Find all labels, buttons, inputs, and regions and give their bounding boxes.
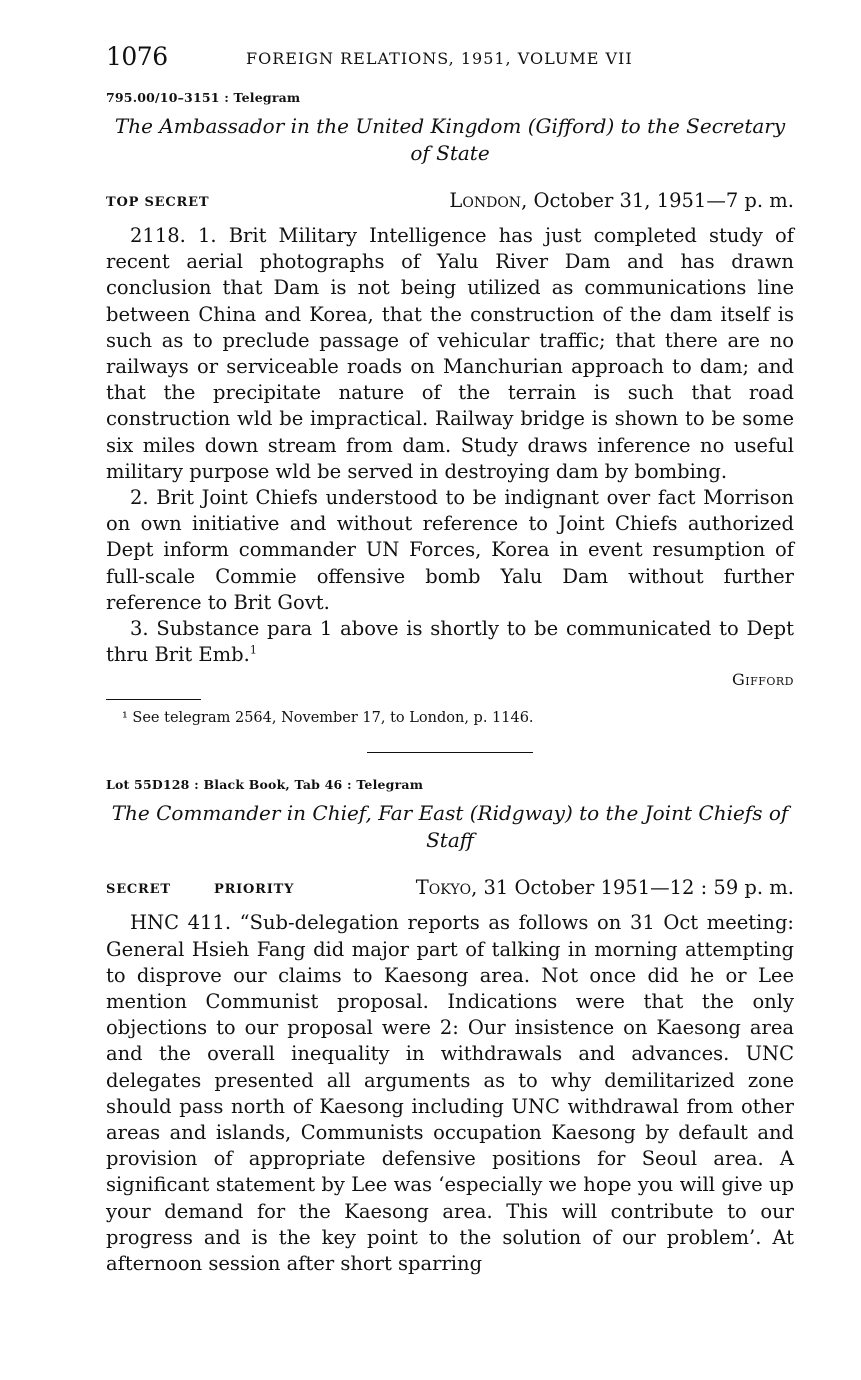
doc2-priority: PRIORITY: [214, 882, 295, 898]
doc2-classification: SECRET: [106, 882, 171, 898]
doc1-signature: Gifford: [731, 670, 794, 690]
doc1-paragraph-3: [106, 616, 794, 668]
doc1-title: The Ambassador in the United Kingdom (Gifford) to the Secretary of State: [114, 114, 786, 165]
document-page: [106, 40, 794, 1277]
document-separator: [367, 752, 533, 753]
doc1-classification: TOP SECRET: [106, 195, 210, 210]
doc1-footnote: ¹ See telegram 2564, November 17, to London, p. 1146.: [122, 710, 534, 727]
footnote-rule: [106, 699, 201, 700]
page-header: [106, 40, 794, 80]
footnote-marker: 1: [249, 643, 257, 657]
doc1-place: London: [449, 189, 522, 212]
doc1-paragraph-3-text: 3. Substance para 1 above is shortly to be communicated to Dept thru Brit Emb.: [106, 617, 794, 667]
doc2-place-date: [416, 876, 794, 899]
doc1-paragraph-1: 2118. 1. Brit Military Intelligence has just completed study of recent aerial photographs of Yalu River Dam and has drawn conclusion that Dam is not being utilized as communications line between China and Korea, that the construction of the dam itself is such as to preclude passage of vehicular traffic; that there are no railways or serviceable roads on Manchurian approach to dam; and that the precipitate nature of the terrain is such that road construction wld be impractical. Railway bridge is shown to be some six miles down stream from dam. Study draws inference no useful military purpose wld be served in destroying dam by bombing.: [106, 224, 794, 483]
doc2-place: Tokyo: [415, 876, 472, 900]
doc2-dateline: [106, 876, 794, 904]
doc1-dateline: [106, 189, 794, 217]
doc2-date: , 31 October 1951—12 : 59 p. m.: [471, 876, 794, 900]
page-number: 1076: [106, 42, 168, 71]
doc2-title: The Commander in Chief, Far East (Ridgway) to the Joint Chiefs of Staff: [111, 801, 789, 853]
doc1-paragraph-2: 2. Brit Joint Chiefs understood to be indignant over fact Morrison on own initiative and without reference to Joint Chiefs authorized Dept inform commander UN Forces, Korea in event resumption of full-scale Commie offensive bomb Yalu Dam without further reference to Brit Govt.: [106, 486, 794, 614]
doc2-file-reference: Lot 55D128 : Black Book, Tab 46 : Telegram: [106, 777, 424, 793]
doc1-place-date: [449, 189, 794, 212]
doc1-file-reference: 795.00/10–3151 : Telegram: [106, 90, 301, 105]
doc2-paragraph-1: HNC 411. “Sub-delegation reports as follows on 31 Oct meeting: General Hsieh Fang did major part of talking in morning attempting to disprove our claims to Kaesong area. Not once did he or Lee mention Communist proposal. Indications were that the only objections to our proposal were 2: Our insistence on Kaesong area and the overall inequality in withdrawals and advances. UNC delegates presented all arguments as to why demilitarized zone should pass north of Kaesong including UNC withdrawal from other areas and islands, Communists occupation Kaesong by default and provision of appropriate defensive positions for Seoul area. A significant statement by Lee was ‘especially we hope you will give up your demand for the Kaesong area. This will contribute to our progress and is the key point to the solution of our problem’. At afternoon session after short sparring: [106, 911, 794, 1276]
running-title: FOREIGN RELATIONS, 1951, VOLUME VII: [246, 49, 633, 68]
doc1-date: , October 31, 1951—7 p. m.: [521, 189, 794, 212]
